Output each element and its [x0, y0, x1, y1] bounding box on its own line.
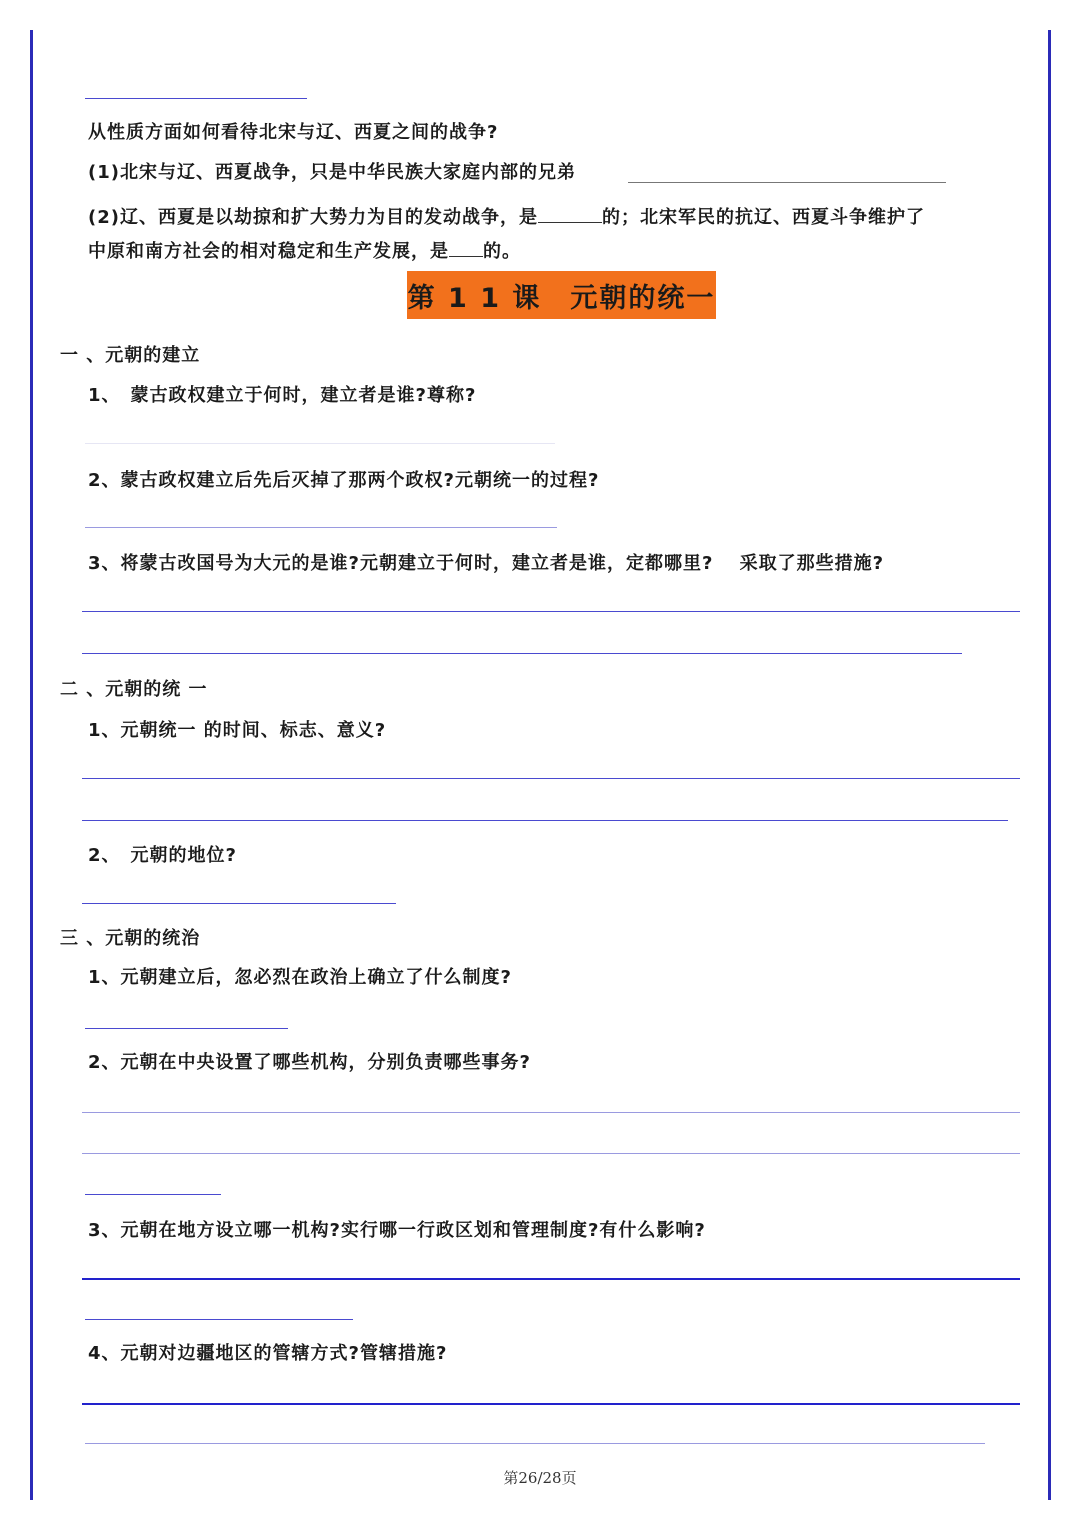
prev-item-2	[88, 204, 925, 229]
question: 2、蒙古政权建立后先后灭掉了那两个政权?元朝统一的过程?	[88, 470, 600, 491]
question: 1、 蒙古政权建立于何时，建立者是谁?尊称?	[88, 385, 477, 406]
answer-line[interactable]	[85, 1028, 288, 1029]
answer-line[interactable]	[82, 1403, 1020, 1405]
fill-blank[interactable]	[538, 204, 602, 223]
right-margin-line	[1048, 30, 1051, 1500]
prev-item-2-text-c: 中原和南方社会的相对稳定和生产发展，是	[88, 241, 449, 262]
prev-item-2-text-b: 的；北宋军民的抗辽、西夏斗争维护了	[601, 207, 925, 228]
answer-line[interactable]	[85, 443, 555, 444]
question: 3、将蒙古改国号为大元的是谁?元朝建立于何时，建立者是谁，定都哪里? 采取了那些措施?	[88, 553, 885, 574]
answer-line[interactable]	[82, 653, 962, 654]
left-margin-line	[30, 30, 33, 1500]
section-heading: 一 、元朝的建立	[60, 345, 201, 366]
answer-line[interactable]	[82, 903, 396, 904]
fill-blank[interactable]	[449, 238, 483, 257]
answer-line[interactable]	[82, 778, 1020, 779]
answer-line[interactable]	[82, 611, 1020, 612]
question: 2、元朝在中央设置了哪些机构，分别负责哪些事务?	[88, 1052, 531, 1073]
question: 2、 元朝的地位?	[88, 845, 237, 866]
answer-line[interactable]	[85, 1194, 221, 1195]
lesson-title-banner	[407, 271, 716, 319]
question: 3、元朝在地方设立哪一机构?实行哪一行政区划和管理制度?有什么影响?	[88, 1220, 706, 1241]
answer-line[interactable]	[85, 98, 307, 99]
answer-line[interactable]	[85, 527, 557, 528]
answer-line[interactable]	[85, 1443, 985, 1444]
answer-line[interactable]	[82, 820, 1008, 821]
section-heading: 二 、元朝的统 一	[60, 679, 208, 700]
question: 1、元朝建立后，忽必烈在政治上确立了什么制度?	[88, 967, 512, 988]
prev-item-1	[88, 162, 576, 184]
lesson-title: 第 1 1 课 元朝的统一	[407, 282, 716, 314]
prev-item-2-text-a: (2)辽、西夏是以劫掠和扩大势力为目的发动战争，是	[88, 207, 538, 228]
prev-question: 从性质方面如何看待北宋与辽、西夏之间的战争?	[88, 122, 499, 143]
answer-line[interactable]	[85, 1319, 353, 1320]
question: 4、元朝对边疆地区的管辖方式?管辖措施?	[88, 1343, 448, 1364]
prev-item-2-cont	[88, 238, 521, 263]
answer-line[interactable]	[82, 1112, 1020, 1113]
answer-line[interactable]	[82, 1278, 1020, 1280]
answer-line[interactable]	[82, 1153, 1020, 1154]
prev-item-1-text: (1)北宋与辽、西夏战争，只是中华民族大家庭内部的兄弟	[88, 162, 576, 183]
page-number: 第26/28页	[503, 1469, 577, 1487]
answer-line[interactable]	[628, 182, 946, 183]
question: 1、元朝统一 的时间、标志、意义?	[88, 720, 387, 741]
section-heading: 三 、元朝的统治	[60, 928, 201, 949]
prev-item-2-text-d: 的。	[483, 241, 521, 262]
